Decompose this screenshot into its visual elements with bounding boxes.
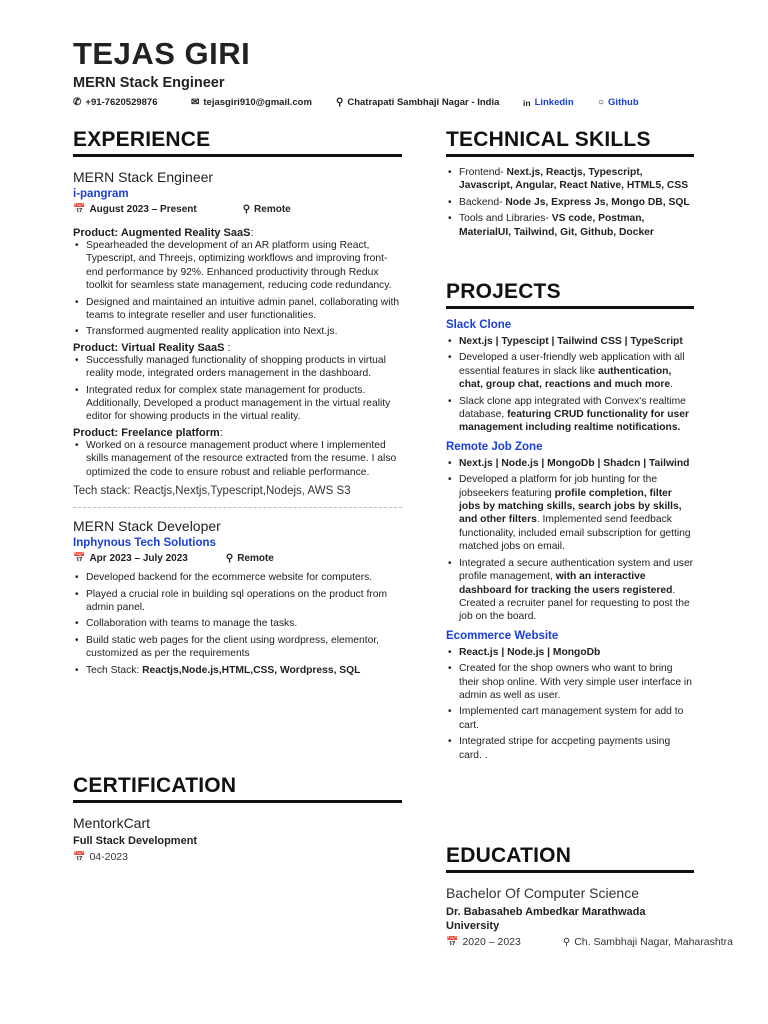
projects-heading: PROJECTS [446,280,561,303]
list-item: • Integrated redux for complex state management for products. Additionally, Developed a product management in the virtual reality editor for showing products in the virtual reality. [73,384,402,424]
job-meta [73,204,402,215]
cert-org: MentorkCart [73,815,151,831]
map-pin-icon: ⚲ [242,204,251,215]
cert-meta [73,851,402,863]
tech-stack: Tech stack: Reactjs,Nextjs,Typescript,Nodejs, AWS S3 [73,485,351,498]
certification-heading: CERTIFICATION [73,774,237,797]
section-rule [73,154,402,157]
list-item: • Integrated a secure authentication system and user profile management, with an interactive dashboard for tracking the users registered. Created a recruiter panel for requesting to post the job on the board. [446,557,694,624]
list-item: • Spearheaded the development of an AR platform using React, Typescript, and Threejs, optimizing workflows and improving front-end performance by 92%. Enhanced productivity through Redux toolkit for seamless state management, reducing code redundancy. [73,239,402,293]
list-item: • Integrated stripe for accpeting payments using card. . [446,735,694,762]
list-item: • Successfully managed functionality of shopping products in virtual reality mode, integrated orders management in the dashboard. [73,354,402,381]
list-item: • Next.js | Node.js | MongoDb | Shadcn | Tailwind [446,457,694,470]
job-location: Remote [254,204,291,215]
linkedin-link[interactable] [523,97,574,108]
project-title[interactable]: Slack Clone [446,319,512,331]
list-item: • Played a crucial role in building sql operations on the product from admin panel. [73,588,402,615]
map-pin-icon: ⚲ [562,936,571,948]
cert-date: 04-2023 [89,851,128,863]
map-pin-icon: ⚲ [336,97,344,108]
list-item: • Tech Stack: Reactjs,Node.js,HTML,CSS, Wordpress, SQL [73,664,402,677]
job-title: MERN Stack Developer [73,518,221,535]
section-rule [446,154,694,157]
list-item: • Slack clone app integrated with Convex's realtime database, featuring CRUD functionality for user management including realtime notifications. [446,395,694,435]
experience-section [73,128,402,680]
list-item: • Collaboration with teams to manage the tasks. [73,617,402,630]
contact-email[interactable] [191,97,312,108]
list-item: • Transformed augmented reality application into Next.js. [73,325,402,338]
project-title[interactable]: Remote Job Zone [446,440,543,453]
contact-phone [73,97,158,108]
product-heading: Product: Virtual Reality SaaS : [73,341,231,354]
edu-degree: Bachelor Of Computer Science [446,885,639,901]
skills-section [446,128,694,242]
product-bullets [73,354,402,424]
list-item: • Designed and maintained an intuitive admin panel, collaborating with teams to integrate reseller and user functionalities. [73,296,402,323]
phone-text: +91-7620529876 [85,97,158,108]
map-pin-icon: ⚲ [225,553,234,565]
job-location: Remote [237,553,274,565]
location-text: Chatrapati Sambhaji Nagar - India [347,97,500,108]
list-item: • Build static web pages for the client using wordpress, elementor, customized as per the requirements [73,634,402,661]
calendar-icon: 📅 [73,204,86,215]
product-bullets [73,439,402,479]
linkedin-text: Linkedin [534,97,574,108]
skills-list [446,166,694,239]
edu-dates: 2020 – 2023 [462,936,521,948]
edu-location: Ch. Sambhaji Nagar, Maharashtra [574,936,733,948]
experience-heading: EXPERIENCE [73,128,211,151]
list-item: • Backend- Node Js, Express Js, Mongo DB, SQL [446,196,694,209]
email-text: tejasgiri910@gmail.com [203,97,312,108]
list-item: • Created for the shop owners who want to bring their shop online. With very simple user interface in admin as well as user. [446,662,694,702]
project-bullets [446,457,694,624]
job-dates: August 2023 – Present [89,204,197,215]
list-item: • Developed a platform for job hunting for the jobseekers featuring profile completion, filter jobs by matching skills, search jobs by skills, and other filters. Implemented send feedback functionality, included email subscription for getting matched jobs on email. [446,473,694,553]
github-link[interactable] [598,97,639,108]
list-item: • React.js | Node.js | MongoDb [446,646,694,659]
phone-icon: ✆ [73,97,82,108]
email-icon: ✉ [191,97,200,108]
list-item: • Frontend- Next.js, Reactjs, Typescript, Javascript, Angular, React Native, HTML5, CSS [446,166,694,193]
cert-course: Full Stack Development [73,835,198,847]
section-rule [446,870,694,873]
divider [73,507,402,508]
list-item: • Developed backend for the ecommerce website for computers. [73,571,402,584]
contact-location [336,97,499,108]
section-rule [73,800,402,803]
education-section [446,844,694,933]
project-bullets [446,646,694,762]
job-entry [73,169,402,497]
product-heading: Product: Augmented Reality SaaS: [73,227,254,239]
github-text: Github [608,97,639,108]
skills-heading: TECHNICAL SKILLS [446,128,651,151]
certification-section [73,774,402,863]
list-item: • Tools and Libraries- VS code, Postman, MaterialUI, Tailwind, Git, Github, Docker [446,212,694,239]
calendar-icon: 📅 [446,936,459,948]
edu-university: Dr. Babasaheb Ambedkar Marathwada University [446,906,646,932]
list-item: • Implemented cart management system for add to cart. [446,705,694,732]
candidate-role: MERN Stack Engineer [73,75,225,91]
list-item: • Worked on a resource management product where I implemented skills management of the resource extracted from the resume. I also optimized the code to ensure robust and reliable performance. [73,439,402,479]
job-title: MERN Stack Engineer [73,169,214,185]
job-dates: Apr 2023 – July 2023 [89,553,188,565]
company-name[interactable]: i-pangram [73,188,129,200]
job-meta [73,553,402,564]
projects-section [446,280,694,765]
calendar-icon: 📅 [73,553,86,565]
education-heading: EDUCATION [446,844,572,867]
candidate-name: TEJAS GIRI [73,36,251,71]
section-rule [446,306,694,309]
github-icon: ○ [598,97,605,108]
product-bullets [73,239,402,339]
linkedin-icon: in [523,97,531,108]
job-bullets [73,571,402,677]
project-bullets [446,335,694,435]
job-entry [73,518,402,677]
edu-meta [446,936,733,948]
calendar-icon: 📅 [73,851,86,863]
product-heading: Product: Freelance platform: [73,426,223,439]
list-item: • Developed a user-friendly web application with all essential features in slack like authentication, chat, group chat, reactions and much more. [446,351,694,391]
company-name[interactable]: Inphynous Tech Solutions [73,537,216,550]
list-item: • Next.js | Typescipt | Tailwind CSS | TypeScript [446,335,694,348]
project-title[interactable]: Ecommerce Website [446,629,559,642]
